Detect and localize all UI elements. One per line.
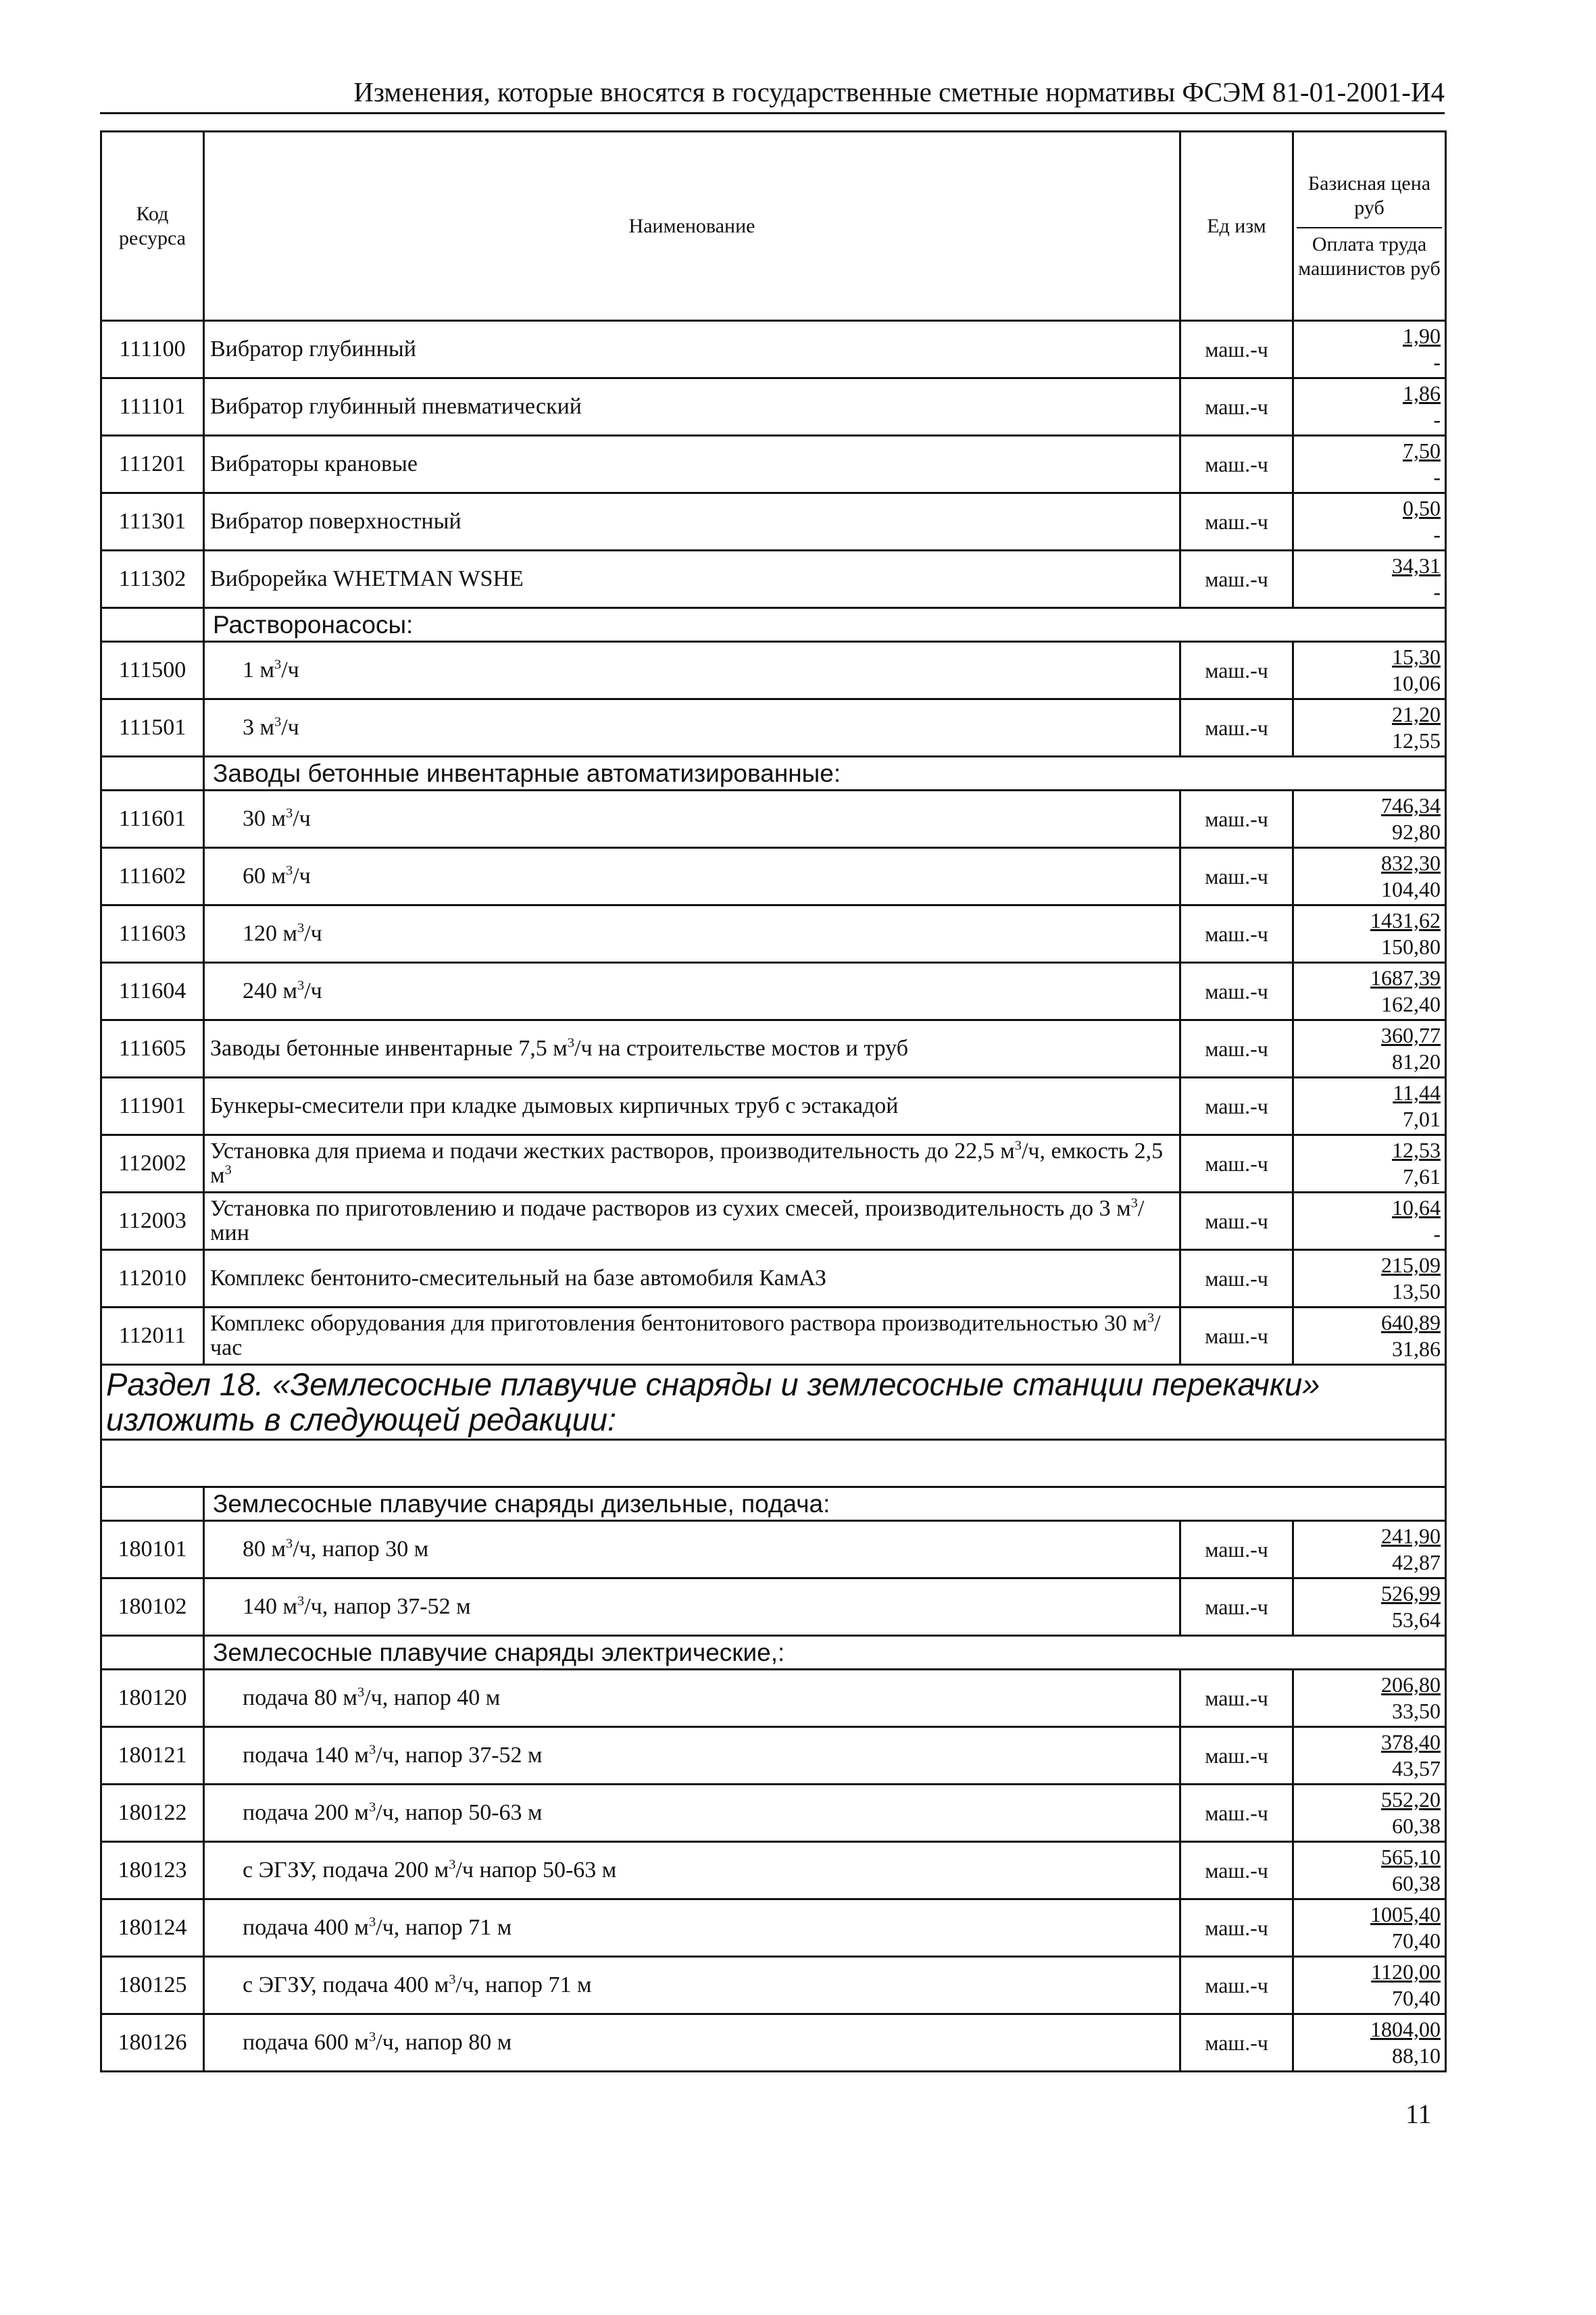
base-price: 1,90 <box>1403 324 1441 348</box>
operator-wage: 88,10 <box>1392 2043 1441 2068</box>
resource-unit: маш.-ч <box>1180 791 1293 848</box>
base-price: 15,30 <box>1392 645 1441 669</box>
group-row <box>101 1487 1446 1521</box>
resource-prices <box>1293 1521 1446 1578</box>
base-price: 526,99 <box>1381 1581 1441 1605</box>
operator-wage: 70,40 <box>1392 1986 1441 2010</box>
resource-prices <box>1293 791 1446 848</box>
resource-name: Комплекс бентонито-смесительный на базе автомобиля КамАЗ <box>204 1250 1180 1308</box>
operator-wage: 33,50 <box>1392 1699 1441 1723</box>
resource-unit: маш.-ч <box>1180 1899 1293 1957</box>
resource-name: Виброрейка WHETMAN WSHE <box>204 551 1180 608</box>
table-row <box>101 699 1446 757</box>
resource-code: 111603 <box>101 905 204 963</box>
operator-wage: 31,86 <box>1392 1337 1441 1361</box>
resource-name: Комплекс оборудования для приготовления бентонитового раствора производительностью 30 $м^3$/час <box>204 1308 1180 1365</box>
resource-unit: маш.-ч <box>1180 963 1293 1020</box>
resource-name: 120 $м^3/ч$ <box>204 905 1180 963</box>
resource-name: 3 $м^3/ч$ <box>204 699 1180 757</box>
group-row <box>101 608 1446 642</box>
resource-unit: маш.-ч <box>1180 1521 1293 1578</box>
table-row <box>101 642 1446 699</box>
base-price: 1005,40 <box>1370 1902 1441 1926</box>
base-price: 1120,00 <box>1371 1960 1441 1984</box>
resource-prices <box>1293 642 1446 699</box>
base-price: 34,31 <box>1392 553 1441 578</box>
table-row <box>101 1521 1446 1578</box>
table-row <box>101 436 1446 493</box>
table-row <box>101 1957 1446 2014</box>
resource-name: Установка по приготовлению и подаче растворов из сухих смесей, производительность до 3 $м^3$/мин <box>204 1193 1180 1250</box>
base-price: 11,44 <box>1393 1080 1441 1105</box>
resource-unit: маш.-ч <box>1180 493 1293 551</box>
resource-prices <box>1293 1020 1446 1078</box>
resource-unit: маш.-ч <box>1180 1193 1293 1250</box>
column-header-wage: Оплата труда машинистов руб <box>1298 232 1441 280</box>
page-number: 11 <box>1405 2099 1432 2129</box>
base-price: 206,80 <box>1381 1672 1441 1697</box>
operator-wage: 60,38 <box>1392 1871 1441 1895</box>
table-row <box>101 1250 1446 1308</box>
column-header-base-price: Базисная цена руб <box>1307 172 1431 219</box>
resource-unit: маш.-ч <box>1180 1308 1293 1365</box>
group-code-cell <box>101 608 204 642</box>
resource-code: 111201 <box>101 436 204 493</box>
column-header-price <box>1293 132 1446 321</box>
resource-code: 112011 <box>101 1308 204 1365</box>
base-price: 241,90 <box>1381 1524 1441 1548</box>
resource-unit: маш.-ч <box>1180 2014 1293 2072</box>
resource-code: 111302 <box>101 551 204 608</box>
table-header-row <box>101 132 1446 321</box>
operator-wage: - <box>1433 350 1441 374</box>
resource-name: Установка для приема и подачи жестких растворов, производительность до 22,5 $м^3/ч$, емкость 2,5 $м^3$ <box>204 1135 1180 1193</box>
resource-unit: маш.-ч <box>1180 699 1293 757</box>
resource-name: 60 $м^3/ч$ <box>204 848 1180 905</box>
header-divider <box>1297 227 1442 228</box>
resource-unit: маш.-ч <box>1180 1078 1293 1135</box>
operator-wage: - <box>1433 522 1441 547</box>
group-heading: Растворонасосы: <box>204 608 1446 642</box>
resource-unit: маш.-ч <box>1180 1578 1293 1636</box>
resource-prices <box>1293 1727 1446 1785</box>
table-row <box>101 551 1446 608</box>
blank-spacer <box>101 1440 1446 1487</box>
resource-name: подача 80 $м^3/ч$, напор 40 м <box>204 1670 1180 1727</box>
table-row <box>101 1020 1446 1078</box>
resource-unit: маш.-ч <box>1180 1785 1293 1842</box>
group-heading: Землесосные плавучие снаряды дизельные, подача: <box>204 1487 1446 1521</box>
base-price: 640,89 <box>1381 1310 1441 1335</box>
resource-name: 140 $м^3/ч$, напор 37-52 м <box>204 1578 1180 1636</box>
resource-prices <box>1293 1078 1446 1135</box>
resource-prices <box>1293 1578 1446 1636</box>
resource-code: 111602 <box>101 848 204 905</box>
operator-wage: 150,80 <box>1381 935 1441 959</box>
resource-code: 111501 <box>101 699 204 757</box>
base-price: 21,20 <box>1392 702 1441 726</box>
base-price: 1687,39 <box>1370 966 1441 990</box>
base-price: 10,64 <box>1392 1195 1441 1220</box>
resource-prices <box>1293 1899 1446 1957</box>
base-price: 746,34 <box>1381 793 1441 818</box>
resource-prices <box>1293 1842 1446 1899</box>
operator-wage: 60,38 <box>1392 1814 1441 1838</box>
resource-name: с ЭГЗУ, подача 400 $м^3/ч$, напор 71 м <box>204 1957 1180 2014</box>
resource-code: 112002 <box>101 1135 204 1193</box>
table-row <box>101 1670 1446 1727</box>
resource-name: Заводы бетонные инвентарные 7,5 $м^3/ч$ на строительстве мостов и труб <box>204 1020 1180 1078</box>
resource-prices <box>1293 963 1446 1020</box>
resource-prices <box>1293 378 1446 436</box>
resource-name: подача 200 $м^3/ч$, напор 50-63 м <box>204 1785 1180 1842</box>
operator-wage: 104,40 <box>1381 877 1441 901</box>
resource-prices <box>1293 1957 1446 2014</box>
resource-prices <box>1293 905 1446 963</box>
operator-wage: - <box>1433 407 1441 432</box>
resource-code: 111100 <box>101 321 204 378</box>
table-row <box>101 1578 1446 1636</box>
operator-wage: - <box>1433 580 1441 604</box>
table-row <box>101 1193 1446 1250</box>
resource-code: 111604 <box>101 963 204 1020</box>
resource-unit: маш.-ч <box>1180 1250 1293 1308</box>
resource-code: 111101 <box>101 378 204 436</box>
page-header: Изменения, которые вносятся в государственные сметные нормативы ФСЭМ 81-01-2001-И4 <box>100 73 1445 114</box>
operator-wage: - <box>1433 465 1441 489</box>
base-price: 0,50 <box>1403 496 1441 520</box>
base-price: 12,53 <box>1392 1138 1441 1162</box>
resource-unit: маш.-ч <box>1180 1670 1293 1727</box>
operator-wage: 70,40 <box>1392 1928 1441 1953</box>
table-row <box>101 848 1446 905</box>
resource-code: 180123 <box>101 1842 204 1899</box>
group-code-cell <box>101 757 204 791</box>
resource-code: 180124 <box>101 1899 204 1957</box>
resource-table <box>100 130 1447 2072</box>
table-row <box>101 905 1446 963</box>
resource-name: подача 600 $м^3/ч$, напор 80 м <box>204 2014 1180 2072</box>
resource-code: 180102 <box>101 1578 204 1636</box>
operator-wage: 81,20 <box>1392 1049 1441 1074</box>
column-header-code: Код ресурса <box>101 132 204 321</box>
section-heading-row <box>101 1365 1446 1440</box>
table-row <box>101 1727 1446 1785</box>
resource-code: 111601 <box>101 791 204 848</box>
resource-name: Вибратор глубинный пневматический <box>204 378 1180 436</box>
operator-wage: 10,06 <box>1392 671 1441 695</box>
resource-code: 111901 <box>101 1078 204 1135</box>
table-row <box>101 493 1446 551</box>
operator-wage: 7,61 <box>1403 1164 1441 1189</box>
blank-spacer-row <box>101 1440 1446 1487</box>
table-row <box>101 791 1446 848</box>
resource-unit: маш.-ч <box>1180 436 1293 493</box>
base-price: 7,50 <box>1403 439 1441 463</box>
group-code-cell <box>101 1487 204 1521</box>
group-heading: Землесосные плавучие снаряды электрические,: <box>204 1636 1446 1670</box>
table-row <box>101 1899 1446 1957</box>
resource-code: 112010 <box>101 1250 204 1308</box>
resource-code: 111605 <box>101 1020 204 1078</box>
resource-code: 180125 <box>101 1957 204 2014</box>
resource-unit: маш.-ч <box>1180 848 1293 905</box>
operator-wage: 162,40 <box>1381 992 1441 1016</box>
resource-name: 80 $м^3/ч$, напор 30 м <box>204 1521 1180 1578</box>
resource-unit: маш.-ч <box>1180 1842 1293 1899</box>
operator-wage: 42,87 <box>1392 1550 1441 1574</box>
resource-name: Вибраторы крановые <box>204 436 1180 493</box>
resource-unit: маш.-ч <box>1180 1727 1293 1785</box>
group-row <box>101 1636 1446 1670</box>
resource-name: 240 $м^3/ч$ <box>204 963 1180 1020</box>
section-heading: Раздел 18. «Землесосные плавучие снаряды и землесосные станции перекачки» изложить в следующей редакции: <box>101 1365 1446 1440</box>
group-code-cell <box>101 1636 204 1670</box>
resource-prices <box>1293 321 1446 378</box>
resource-unit: маш.-ч <box>1180 1020 1293 1078</box>
table-row <box>101 1785 1446 1842</box>
resource-prices <box>1293 848 1446 905</box>
group-row <box>101 757 1446 791</box>
resource-prices <box>1293 493 1446 551</box>
operator-wage: 92,80 <box>1392 820 1441 844</box>
resource-code: 180101 <box>101 1521 204 1578</box>
table-row <box>101 1078 1446 1135</box>
base-price: 378,40 <box>1381 1730 1441 1754</box>
resource-name: подача 400 $м^3/ч$, напор 71 м <box>204 1899 1180 1957</box>
operator-wage: 13,50 <box>1392 1279 1441 1303</box>
resource-prices <box>1293 2014 1446 2072</box>
resource-prices <box>1293 1785 1446 1842</box>
operator-wage: 43,57 <box>1392 1756 1441 1781</box>
resource-prices <box>1293 1135 1446 1193</box>
resource-name: с ЭГЗУ, подача 200 $м^3/ч$ напор 50-63 м <box>204 1842 1180 1899</box>
resource-prices <box>1293 436 1446 493</box>
resource-code: 180126 <box>101 2014 204 2072</box>
resource-prices <box>1293 1193 1446 1250</box>
resource-code: 180122 <box>101 1785 204 1842</box>
resource-prices <box>1293 551 1446 608</box>
resource-prices <box>1293 1308 1446 1365</box>
column-header-name: Наименование <box>204 132 1180 321</box>
operator-wage: 12,55 <box>1392 728 1441 753</box>
resource-unit: маш.-ч <box>1180 905 1293 963</box>
resource-name: Вибратор глубинный <box>204 321 1180 378</box>
resource-name: 1 $м^3/ч$ <box>204 642 1180 699</box>
table-row <box>101 1308 1446 1365</box>
base-price: 1,86 <box>1403 381 1441 405</box>
resource-name: 30 $м^3/ч$ <box>204 791 1180 848</box>
group-heading: Заводы бетонные инвентарные автоматизированные: <box>204 757 1446 791</box>
resource-code: 180121 <box>101 1727 204 1785</box>
base-price: 215,09 <box>1381 1253 1441 1277</box>
resource-code: 112003 <box>101 1193 204 1250</box>
resource-name: подача 140 $м^3/ч$, напор 37-52 м <box>204 1727 1180 1785</box>
resource-name: Бункеры-смесители при кладке дымовых кирпичных труб с эстакадой <box>204 1078 1180 1135</box>
resource-prices <box>1293 1670 1446 1727</box>
resource-unit: маш.-ч <box>1180 1135 1293 1193</box>
resource-unit: маш.-ч <box>1180 378 1293 436</box>
resource-code: 180120 <box>101 1670 204 1727</box>
base-price: 552,20 <box>1381 1787 1441 1812</box>
table-row <box>101 1135 1446 1193</box>
resource-code: 111500 <box>101 642 204 699</box>
base-price: 1804,00 <box>1370 2017 1441 2041</box>
operator-wage: 53,64 <box>1392 1608 1441 1632</box>
resource-prices <box>1293 1250 1446 1308</box>
operator-wage: - <box>1433 1222 1441 1246</box>
resource-unit: маш.-ч <box>1180 1957 1293 2014</box>
operator-wage: 7,01 <box>1403 1107 1441 1131</box>
table-row <box>101 963 1446 1020</box>
column-header-unit: Ед изм <box>1180 132 1293 321</box>
resource-code: 111301 <box>101 493 204 551</box>
resource-unit: маш.-ч <box>1180 551 1293 608</box>
base-price: 1431,62 <box>1370 908 1441 932</box>
table-row <box>101 1842 1446 1899</box>
resource-name: Вибратор поверхностный <box>204 493 1180 551</box>
base-price: 832,30 <box>1381 851 1441 875</box>
resource-prices <box>1293 699 1446 757</box>
table-row <box>101 321 1446 378</box>
resource-unit: маш.-ч <box>1180 321 1293 378</box>
table-row <box>101 378 1446 436</box>
resource-unit: маш.-ч <box>1180 642 1293 699</box>
base-price: 360,77 <box>1381 1023 1441 1047</box>
table-row <box>101 2014 1446 2072</box>
base-price: 565,10 <box>1381 1845 1441 1869</box>
